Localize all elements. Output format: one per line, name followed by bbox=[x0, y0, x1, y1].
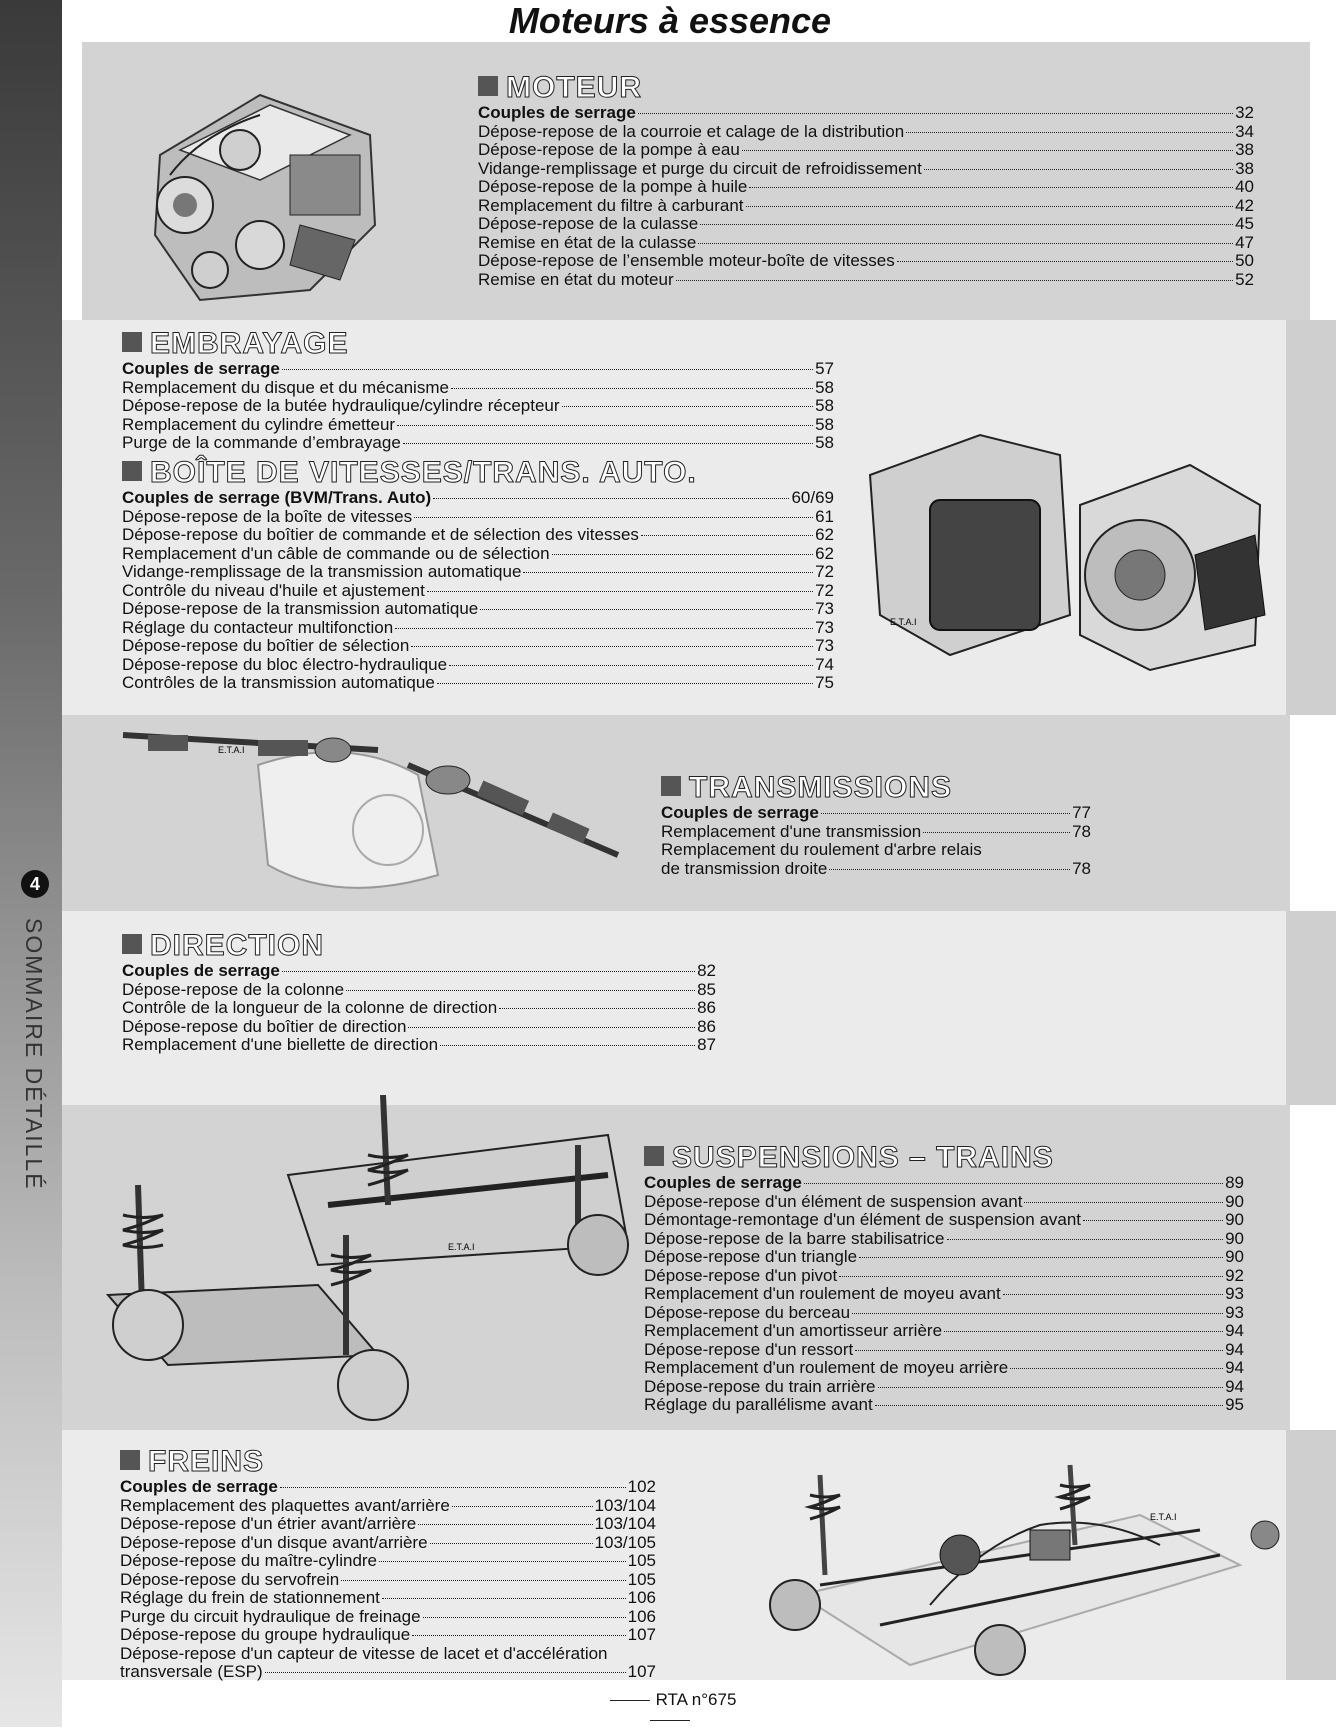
toc-entry[interactable] bbox=[644, 1248, 1244, 1267]
dot-leader bbox=[804, 1183, 1223, 1184]
toc-entry-title: Couples de serrage (BVM/Trans. Auto) bbox=[122, 489, 432, 507]
toc-entry-title: Dépose-repose d'un disque avant/arrière bbox=[120, 1533, 428, 1552]
dot-leader bbox=[437, 683, 813, 684]
dot-leader bbox=[430, 1543, 593, 1544]
toc-entry-page: 86 bbox=[697, 999, 716, 1017]
toc-entry-title: Couples de serrage bbox=[478, 104, 636, 122]
dot-leader bbox=[452, 1506, 593, 1507]
toc-entry-page: 40 bbox=[1235, 178, 1254, 196]
toc-entry[interactable] bbox=[122, 999, 716, 1018]
toc-entry-title: Dépose-repose de la barre stabilisatrice bbox=[644, 1229, 945, 1248]
dot-leader bbox=[440, 1045, 695, 1046]
toc-entry-title: Remplacement d'un câble de commande ou de sélection bbox=[122, 544, 550, 563]
dot-leader bbox=[829, 869, 1070, 870]
toc-entry-title: Remplacement d'une transmission bbox=[661, 822, 922, 841]
toc-entry-title: Remplacement d'un amortisseur arrière bbox=[644, 1322, 943, 1340]
toc-entry[interactable] bbox=[644, 1285, 1244, 1304]
toc-entry-page: 106 bbox=[627, 1589, 656, 1607]
toc-entry-title: Dépose-repose du boîtier de direction bbox=[122, 1017, 407, 1036]
toc-entry[interactable] bbox=[120, 1534, 656, 1553]
toc-entry-page: 50 bbox=[1235, 252, 1254, 270]
toc-entry[interactable] bbox=[644, 1193, 1244, 1212]
toc-entry[interactable] bbox=[120, 1515, 656, 1534]
sidebar-label: SOMMAIRE DÉTAILLÉ bbox=[21, 918, 47, 1191]
toc-entry[interactable] bbox=[661, 823, 1091, 842]
toc-entry-page: 38 bbox=[1235, 141, 1254, 159]
section-freins bbox=[120, 1446, 656, 1682]
toc-entry-title: Remplacement du cylindre émetteur bbox=[122, 415, 396, 434]
section-moteur bbox=[478, 72, 1254, 289]
toc-entry-title: Remplacement du disque et du mécanisme bbox=[122, 378, 449, 397]
toc-entry-title: Contrôles de la transmission automatique bbox=[122, 674, 435, 692]
toc-entry-title: Dépose-repose de la colonne bbox=[122, 980, 345, 999]
toc-entry-page: 58 bbox=[815, 397, 834, 415]
dot-leader bbox=[433, 498, 789, 499]
dot-leader bbox=[552, 554, 814, 555]
dot-leader bbox=[1003, 1294, 1223, 1295]
toc-entry-title: Remplacement du roulement d'arbre relais bbox=[661, 841, 982, 859]
toc-entry-title: Dépose-repose du maître-cylindre bbox=[120, 1552, 378, 1570]
toc-entry-title: Contrôle de la longueur de la colonne de direction bbox=[122, 999, 498, 1017]
toc-entry[interactable] bbox=[478, 271, 1254, 290]
toc-list bbox=[120, 1478, 656, 1682]
dot-leader bbox=[379, 1561, 626, 1562]
section-title: EMBRAYAGE bbox=[122, 328, 834, 360]
toc-entry-page: 78 bbox=[1072, 822, 1091, 841]
tab-marker bbox=[1286, 320, 1336, 715]
dot-leader bbox=[749, 187, 1233, 188]
toc-entry-page: 73 bbox=[815, 600, 834, 618]
section-embrayage bbox=[122, 328, 834, 453]
toc-entry[interactable] bbox=[478, 141, 1254, 160]
toc-entry-page: 103/104 bbox=[594, 1515, 656, 1533]
toc-entry-page: 90 bbox=[1225, 1192, 1244, 1211]
dot-leader bbox=[382, 1598, 626, 1599]
toc-entry-title: Couples de serrage bbox=[644, 1174, 802, 1192]
dot-leader bbox=[924, 169, 1233, 170]
illustration-label: E.T.A.I bbox=[890, 617, 917, 627]
toc-entry[interactable] bbox=[122, 360, 834, 379]
toc-entry[interactable] bbox=[644, 1304, 1244, 1323]
toc-entry-title: Dépose-repose du boîtier de commande et de sélection des vitesses bbox=[122, 526, 639, 544]
toc-entry-page: 103/104 bbox=[594, 1496, 656, 1515]
toc-entry[interactable] bbox=[122, 1036, 716, 1055]
toc-entry[interactable] bbox=[120, 1663, 656, 1682]
toc-entry-title: Dépose-repose du train arrière bbox=[644, 1377, 876, 1396]
dot-leader bbox=[395, 628, 813, 629]
dot-leader bbox=[897, 261, 1233, 262]
toc-entry[interactable] bbox=[661, 841, 1091, 860]
toc-entry[interactable] bbox=[120, 1626, 656, 1645]
suspension-illustration bbox=[88, 1095, 648, 1425]
toc-entry[interactable] bbox=[122, 545, 834, 564]
dot-leader bbox=[855, 1350, 1223, 1351]
toc-entry[interactable] bbox=[120, 1645, 656, 1664]
toc-entry-title: Couples de serrage bbox=[122, 360, 280, 378]
toc-entry[interactable] bbox=[478, 234, 1254, 253]
toc-entry-title: Dépose-repose de la butée hydraulique/cylindre récepteur bbox=[122, 397, 560, 415]
dot-leader bbox=[923, 832, 1070, 833]
section-title: DIRECTION bbox=[122, 930, 716, 962]
toc-entry-page: 90 bbox=[1225, 1229, 1244, 1248]
toc-entry-page: 62 bbox=[815, 544, 834, 563]
toc-entry-title: Remplacement du filtre à carburant bbox=[478, 196, 744, 215]
toc-entry-title: Remplacement d'une biellette de direction bbox=[122, 1036, 439, 1054]
toc-entry-page: 72 bbox=[815, 581, 834, 600]
toc-entry-title: de transmission droite bbox=[661, 859, 828, 878]
dot-leader bbox=[698, 243, 1233, 244]
dot-leader bbox=[282, 369, 813, 370]
toc-entry-page: 106 bbox=[627, 1607, 656, 1626]
dot-leader bbox=[282, 971, 695, 972]
toc-entry-page: 73 bbox=[815, 618, 834, 637]
toc-entry-title: Réglage du parallélisme avant bbox=[644, 1396, 873, 1414]
toc-entry[interactable] bbox=[120, 1608, 656, 1627]
toc-entry-page: 92 bbox=[1225, 1266, 1244, 1285]
dot-leader bbox=[859, 1257, 1223, 1258]
page-number-badge: 4 bbox=[21, 870, 49, 898]
toc-entry[interactable] bbox=[122, 656, 834, 675]
dot-leader bbox=[427, 591, 813, 592]
section-transmissions bbox=[661, 772, 1091, 878]
toc-entry[interactable] bbox=[478, 123, 1254, 142]
toc-entry-page: 94 bbox=[1225, 1322, 1244, 1340]
toc-entry-page: 94 bbox=[1225, 1377, 1244, 1396]
toc-list bbox=[122, 360, 834, 453]
dot-leader bbox=[346, 990, 695, 991]
dot-leader bbox=[397, 425, 813, 426]
illustration-label: E.T.A.I bbox=[448, 1242, 475, 1252]
toc-entry-title: Dépose-repose du servofrein bbox=[120, 1570, 340, 1589]
toc-entry-page: 75 bbox=[815, 674, 834, 692]
toc-entry-title: Purge de la commande d’embrayage bbox=[122, 434, 401, 452]
toc-entry-page: 93 bbox=[1225, 1285, 1244, 1303]
toc-entry-title: Dépose-repose du bloc électro-hydraulique bbox=[122, 655, 448, 674]
toc-entry-page: 105 bbox=[627, 1552, 656, 1570]
section-direction bbox=[122, 930, 716, 1055]
toc-entry[interactable] bbox=[478, 215, 1254, 234]
toc-entry[interactable] bbox=[122, 637, 834, 656]
illustration-label: E.T.A.I bbox=[218, 745, 245, 755]
dot-leader bbox=[562, 406, 814, 407]
toc-entry-title: Dépose-repose de la culasse bbox=[478, 215, 699, 233]
toc-entry-page: 34 bbox=[1235, 122, 1254, 141]
toc-entry[interactable] bbox=[122, 674, 834, 693]
tab-marker bbox=[1286, 911, 1336, 1105]
toc-entry[interactable] bbox=[122, 526, 834, 545]
toc-entry-title: Dépose-repose d'un étrier avant/arrière bbox=[120, 1515, 417, 1533]
toc-entry-page: 87 bbox=[697, 1036, 716, 1054]
toc-entry-title: Couples de serrage bbox=[120, 1478, 278, 1496]
dot-leader bbox=[700, 224, 1233, 225]
toc-entry-title: Couples de serrage bbox=[122, 962, 280, 980]
brake-system-illustration bbox=[740, 1455, 1280, 1680]
toc-entry[interactable] bbox=[478, 197, 1254, 216]
toc-entry-title: Dépose-repose de la boîte de vitesses bbox=[122, 507, 413, 526]
tab-marker bbox=[1286, 1430, 1336, 1680]
dot-leader bbox=[878, 1387, 1224, 1388]
section-title: TRANSMISSIONS bbox=[661, 772, 1091, 804]
toc-entry[interactable] bbox=[122, 582, 834, 601]
dot-leader bbox=[408, 1027, 695, 1028]
toc-entry[interactable] bbox=[644, 1230, 1244, 1249]
dot-leader bbox=[341, 1580, 625, 1581]
toc-entry-page: 89 bbox=[1225, 1174, 1244, 1192]
toc-entry-title: transversale (ESP) bbox=[120, 1663, 263, 1681]
toc-entry-page: 78 bbox=[1072, 859, 1091, 878]
toc-entry[interactable] bbox=[122, 1018, 716, 1037]
section-suspensions bbox=[644, 1142, 1244, 1415]
toc-entry[interactable] bbox=[644, 1267, 1244, 1286]
toc-entry-page: 57 bbox=[815, 360, 834, 378]
dot-leader bbox=[414, 517, 813, 518]
dot-leader bbox=[641, 535, 813, 536]
dot-leader bbox=[523, 572, 813, 573]
toc-entry-title: Dépose-repose de la courroie et calage de la distribution bbox=[478, 122, 905, 141]
page-title: Moteurs à essence bbox=[508, 0, 832, 41]
toc-entry-title: Remise en état de la culasse bbox=[478, 233, 697, 252]
toc-entry[interactable] bbox=[644, 1211, 1244, 1230]
toc-entry[interactable] bbox=[644, 1341, 1244, 1360]
toc-entry[interactable] bbox=[122, 379, 834, 398]
toc-entry-title: Dépose-repose du boîtier de sélection bbox=[122, 637, 410, 655]
toc-entry-title: Démontage-remontage d'un élément de suspension avant bbox=[644, 1211, 1082, 1229]
toc-entry-title: Dépose-repose d'un triangle bbox=[644, 1248, 858, 1266]
toc-entry[interactable] bbox=[120, 1478, 656, 1497]
toc-entry-page: 45 bbox=[1235, 215, 1254, 233]
toc-entry-page: 94 bbox=[1225, 1340, 1244, 1359]
toc-entry-page: 94 bbox=[1225, 1359, 1244, 1377]
toc-entry-title: Réglage du contacteur multifonction bbox=[122, 618, 394, 637]
toc-entry[interactable] bbox=[122, 962, 716, 981]
illustration-label: E.T.A.I bbox=[1150, 1512, 1177, 1522]
toc-entry-title: Vidange-remplissage et purge du circuit de refroidissement bbox=[478, 159, 922, 178]
section-boite bbox=[122, 457, 834, 693]
toc-entry-page: 77 bbox=[1072, 804, 1091, 822]
toc-entry-page: 61 bbox=[815, 507, 834, 526]
toc-entry-title: Dépose-repose du berceau bbox=[644, 1303, 851, 1322]
dot-leader bbox=[412, 1635, 625, 1636]
toc-entry[interactable] bbox=[644, 1174, 1244, 1193]
toc-entry[interactable] bbox=[122, 489, 834, 508]
toc-entry-page: 73 bbox=[815, 637, 834, 655]
toc-entry-page: 86 bbox=[697, 1017, 716, 1036]
dot-leader bbox=[411, 646, 813, 647]
toc-list bbox=[122, 489, 834, 693]
toc-entry[interactable] bbox=[478, 104, 1254, 123]
section-title: SUSPENSIONS – TRAINS bbox=[644, 1142, 1244, 1174]
dot-leader bbox=[852, 1313, 1223, 1314]
dot-leader bbox=[638, 113, 1233, 114]
toc-entry-page: 105 bbox=[627, 1570, 656, 1589]
toc-entry[interactable] bbox=[120, 1589, 656, 1608]
toc-entry-title: Dépose-repose d'un pivot bbox=[644, 1266, 838, 1285]
dot-leader bbox=[947, 1239, 1224, 1240]
toc-entry-page: 90 bbox=[1225, 1248, 1244, 1266]
toc-list bbox=[644, 1174, 1244, 1415]
dot-leader bbox=[280, 1487, 626, 1488]
toc-entry[interactable] bbox=[122, 981, 716, 1000]
toc-entry-page: 38 bbox=[1235, 159, 1254, 178]
toc-entry-title: Dépose-repose du groupe hydraulique bbox=[120, 1626, 411, 1644]
dot-leader bbox=[418, 1524, 592, 1525]
toc-entry-page: 103/105 bbox=[594, 1533, 656, 1552]
toc-entry[interactable] bbox=[478, 252, 1254, 271]
toc-entry[interactable] bbox=[122, 563, 834, 582]
toc-entry-page: 95 bbox=[1225, 1396, 1244, 1414]
toc-entry[interactable] bbox=[122, 600, 834, 619]
dot-leader bbox=[265, 1672, 626, 1673]
footer-reference bbox=[600, 1690, 740, 1730]
toc-entry[interactable] bbox=[122, 619, 834, 638]
dot-leader bbox=[1024, 1202, 1223, 1203]
dot-leader bbox=[906, 132, 1233, 133]
toc-list bbox=[122, 962, 716, 1055]
toc-entry-title: Dépose-repose d'un ressort bbox=[644, 1340, 854, 1359]
driveshaft-illustration bbox=[118, 715, 628, 905]
toc-entry-page: 47 bbox=[1235, 233, 1254, 252]
dot-leader bbox=[742, 150, 1233, 151]
toc-entry-page: 102 bbox=[627, 1478, 656, 1496]
toc-entry[interactable] bbox=[478, 160, 1254, 179]
toc-entry-page: 52 bbox=[1235, 270, 1254, 289]
toc-entry[interactable] bbox=[644, 1378, 1244, 1397]
toc-entry-page: 42 bbox=[1235, 196, 1254, 215]
toc-entry-page: 72 bbox=[815, 563, 834, 581]
dot-leader bbox=[875, 1405, 1223, 1406]
dot-leader bbox=[449, 665, 813, 666]
toc-entry-page: 74 bbox=[815, 655, 834, 674]
section-title: FREINS bbox=[120, 1446, 656, 1478]
dot-leader bbox=[746, 206, 1234, 207]
toc-entry-title: Dépose-repose d'un capteur de vitesse de lacet et d'accélération bbox=[120, 1644, 608, 1663]
toc-entry-page: 93 bbox=[1225, 1303, 1244, 1322]
toc-entry-page: 82 bbox=[697, 962, 716, 980]
dot-leader bbox=[499, 1008, 695, 1009]
toc-entry[interactable] bbox=[122, 508, 834, 527]
toc-entry-title: Contrôle du niveau d'huile et ajustement bbox=[122, 581, 425, 600]
toc-entry[interactable] bbox=[644, 1359, 1244, 1378]
toc-list bbox=[661, 804, 1091, 878]
gearbox-illustration bbox=[860, 415, 1280, 675]
toc-entry[interactable] bbox=[661, 804, 1091, 823]
toc-entry-title: Remplacement des plaquettes avant/arrière bbox=[120, 1496, 450, 1515]
toc-entry-page: 85 bbox=[697, 980, 716, 999]
dot-leader bbox=[676, 280, 1233, 281]
dot-leader bbox=[451, 388, 813, 389]
sidebar bbox=[0, 0, 62, 1727]
dot-leader bbox=[839, 1276, 1223, 1277]
engine-illustration bbox=[140, 75, 400, 320]
section-title: MOTEUR bbox=[478, 72, 1254, 104]
toc-entry-page: 58 bbox=[815, 378, 834, 397]
toc-entry-page: 107 bbox=[627, 1663, 656, 1681]
toc-entry[interactable] bbox=[661, 860, 1091, 879]
toc-entry-title: Couples de serrage bbox=[661, 804, 819, 822]
toc-entry[interactable] bbox=[478, 178, 1254, 197]
toc-entry[interactable] bbox=[120, 1497, 656, 1516]
toc-entry[interactable] bbox=[120, 1571, 656, 1590]
toc-entry-title: Dépose-repose de la pompe à huile bbox=[478, 178, 748, 196]
dot-leader bbox=[821, 813, 1070, 814]
toc-entry-title: Réglage du frein de stationnement bbox=[120, 1589, 380, 1607]
toc-entry-title: Dépose-repose d'un élément de suspension avant bbox=[644, 1192, 1023, 1211]
toc-entry-title: Vidange-remplissage de la transmission automatique bbox=[122, 563, 522, 581]
toc-entry-title: Remise en état du moteur bbox=[478, 270, 674, 289]
toc-entry[interactable] bbox=[644, 1322, 1244, 1341]
toc-entry[interactable] bbox=[122, 416, 834, 435]
toc-entry-title: Remplacement d'un roulement de moyeu avant bbox=[644, 1285, 1001, 1303]
dot-leader bbox=[403, 443, 813, 444]
toc-entry-page: 58 bbox=[815, 415, 834, 434]
toc-entry[interactable] bbox=[120, 1552, 656, 1571]
dot-leader bbox=[944, 1331, 1223, 1332]
toc-entry-page: 60/69 bbox=[791, 489, 834, 507]
dot-leader bbox=[1083, 1220, 1223, 1221]
toc-entry-title: Purge du circuit hydraulique de freinage bbox=[120, 1607, 421, 1626]
dot-leader bbox=[1010, 1368, 1223, 1369]
toc-entry-page: 90 bbox=[1225, 1211, 1244, 1229]
dot-leader bbox=[480, 609, 813, 610]
section-title: BOÎTE DE VITESSES/TRANS. AUTO. bbox=[122, 457, 834, 489]
toc-entry-title: Dépose-repose de l’ensemble moteur-boîte de vitesses bbox=[478, 252, 895, 270]
toc-entry-page: 58 bbox=[815, 434, 834, 452]
toc-entry-title: Dépose-repose de la pompe à eau bbox=[478, 141, 740, 159]
toc-entry[interactable] bbox=[122, 434, 834, 453]
toc-entry[interactable] bbox=[122, 397, 834, 416]
toc-list bbox=[478, 104, 1254, 289]
toc-entry-title: Remplacement d'un roulement de moyeu arrière bbox=[644, 1359, 1009, 1377]
toc-entry-title: Dépose-repose de la transmission automatique bbox=[122, 600, 479, 618]
toc-entry-page: 107 bbox=[627, 1626, 656, 1644]
toc-entry-page: 62 bbox=[815, 526, 834, 544]
toc-entry[interactable] bbox=[644, 1396, 1244, 1415]
dot-leader bbox=[423, 1617, 626, 1618]
footer-text: RTA n°675 bbox=[655, 1690, 737, 1709]
toc-entry-page: 32 bbox=[1235, 104, 1254, 122]
